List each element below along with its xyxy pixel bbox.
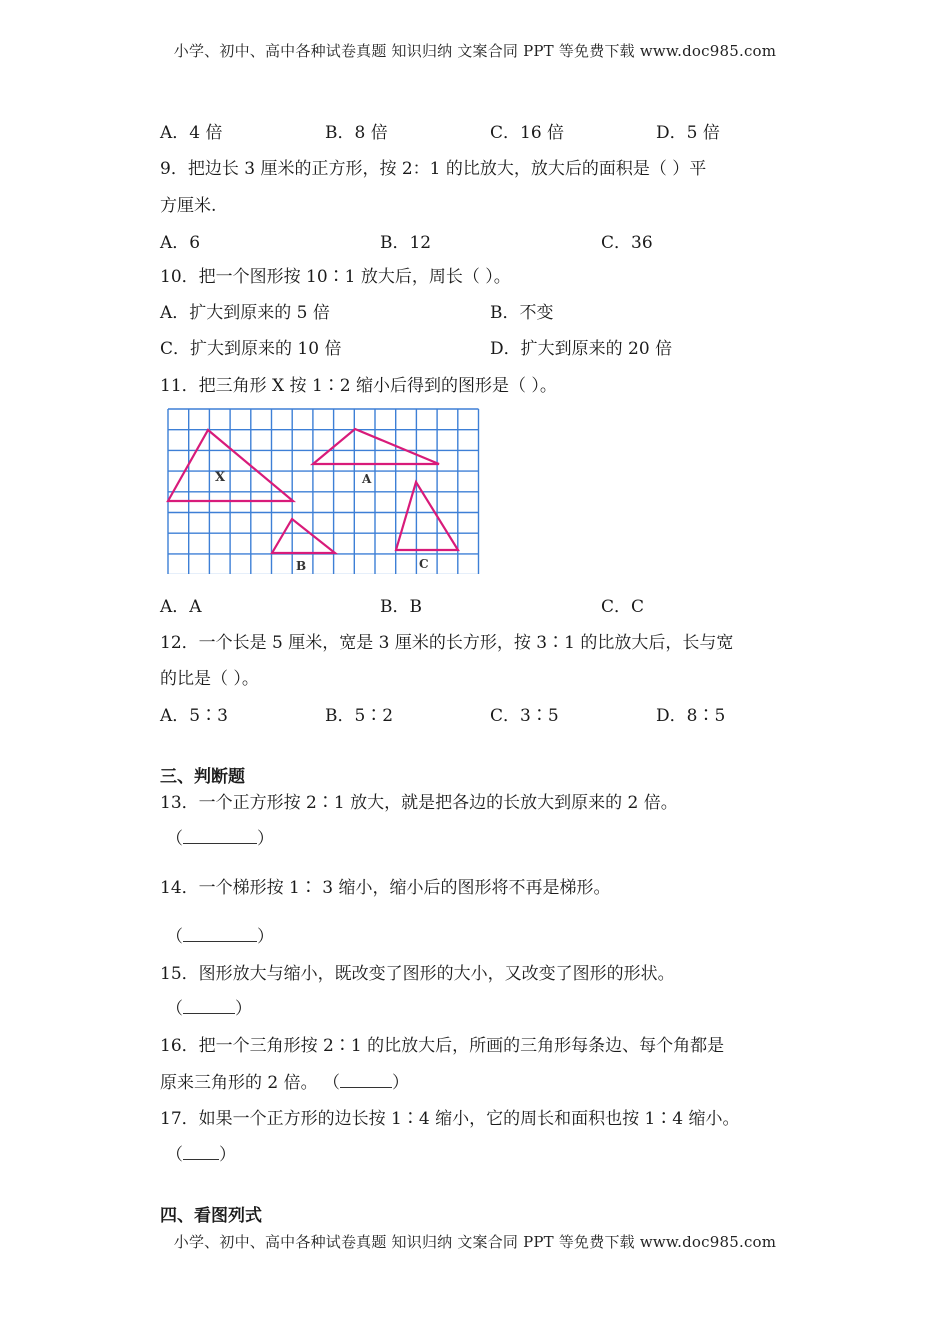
q11-stem: 11．把三角形 X 按 1∶2 缩小后得到的图形是（ ）。	[160, 376, 557, 396]
page-header: 小学、初中、高中各种试卷真题 知识归纳 文案合同 PPT 等免费下载 www.doc985.com	[173, 42, 777, 60]
q11-option-b[interactable]: B．B	[380, 597, 422, 617]
q8-option-d[interactable]: D．5 倍	[656, 123, 720, 143]
q17-stem: 17．如果一个正方形的边长按 1∶4 缩小，它的周长和面积也按 1∶4 缩小。	[160, 1109, 740, 1129]
q9-option-a[interactable]: A．6	[160, 233, 201, 253]
q13-answer-blank[interactable]	[183, 829, 257, 844]
label-a: A	[362, 472, 372, 486]
q15-answer: （ ）	[166, 999, 252, 1019]
q9-option-b[interactable]: B．12	[380, 233, 432, 253]
q13-stem: 13．一个正方形按 2∶1 放大，就是把各边的长放大到原来的 2 倍。	[160, 793, 678, 813]
label-x: X	[215, 470, 226, 485]
q14-answer: （ ）	[166, 927, 274, 947]
q12-option-c[interactable]: C．3∶5	[490, 706, 559, 726]
label-c: C	[419, 557, 429, 571]
q9-stem-line1: 9．把边长 3 厘米的正方形，按 2：1 的比放大，放大后的面积是（ ）平	[160, 159, 707, 179]
q11-option-a[interactable]: A．A	[160, 597, 202, 617]
q9-stem-line2: 方厘米.	[160, 196, 217, 216]
q8-option-b[interactable]: B．8 倍	[325, 123, 388, 143]
q12-option-b[interactable]: B．5∶2	[325, 706, 394, 726]
q11-grid-figure	[165, 406, 481, 574]
q10-option-d[interactable]: D．扩大到原来的 20 倍	[490, 339, 673, 359]
triangle-a	[313, 429, 439, 464]
q12-stem-line1: 12．一个长是 5 厘米，宽是 3 厘米的长方形，按 3∶1 的比放大后，长与宽	[160, 633, 734, 653]
q10-stem: 10．把一个图形按 10∶1 放大后，周长（ ）。	[160, 267, 511, 287]
page-footer: 小学、初中、高中各种试卷真题 知识归纳 文案合同 PPT 等免费下载 www.doc985.com	[173, 1233, 777, 1251]
q14-stem: 14．一个梯形按 1∶ 3 缩小，缩小后的图形将不再是梯形。	[160, 878, 611, 898]
q15-answer-blank[interactable]	[183, 999, 235, 1014]
q8-option-c[interactable]: C．16 倍	[490, 123, 565, 143]
q14-answer-blank[interactable]	[183, 927, 257, 942]
q16-stem-line2: 原来三角形的 2 倍。 （ ）	[160, 1073, 410, 1093]
q17-answer-blank[interactable]	[183, 1145, 219, 1160]
q12-option-d[interactable]: D．8∶5	[656, 706, 726, 726]
q16-answer-blank[interactable]	[340, 1073, 392, 1088]
label-b: B	[296, 559, 307, 573]
q10-option-a[interactable]: A．扩大到原来的 5 倍	[160, 303, 330, 323]
q10-option-c[interactable]: C．扩大到原来的 10 倍	[160, 339, 342, 359]
q11-option-c[interactable]: C．C	[601, 597, 645, 617]
q13-answer: （ ）	[166, 829, 274, 849]
q10-option-b[interactable]: B．不变	[490, 303, 554, 323]
q15-stem: 15．图形放大与缩小，既改变了图形的大小，又改变了图形的形状。	[160, 964, 675, 984]
q12-stem-line2: 的比是（ ）。	[160, 669, 259, 689]
q9-option-c[interactable]: C．36	[601, 233, 653, 253]
q8-option-a[interactable]: A．4 倍	[160, 123, 223, 143]
q17-answer: （ ）	[166, 1145, 236, 1165]
q12-option-a[interactable]: A．5∶3	[160, 706, 228, 726]
section3-title: 三、判断题	[160, 767, 245, 787]
triangle-b	[272, 519, 335, 553]
section4-title: 四、看图列式	[160, 1206, 262, 1226]
q16-stem-line1: 16．把一个三角形按 2∶1 的比放大后，所画的三角形每条边、每个角都是	[160, 1036, 725, 1056]
